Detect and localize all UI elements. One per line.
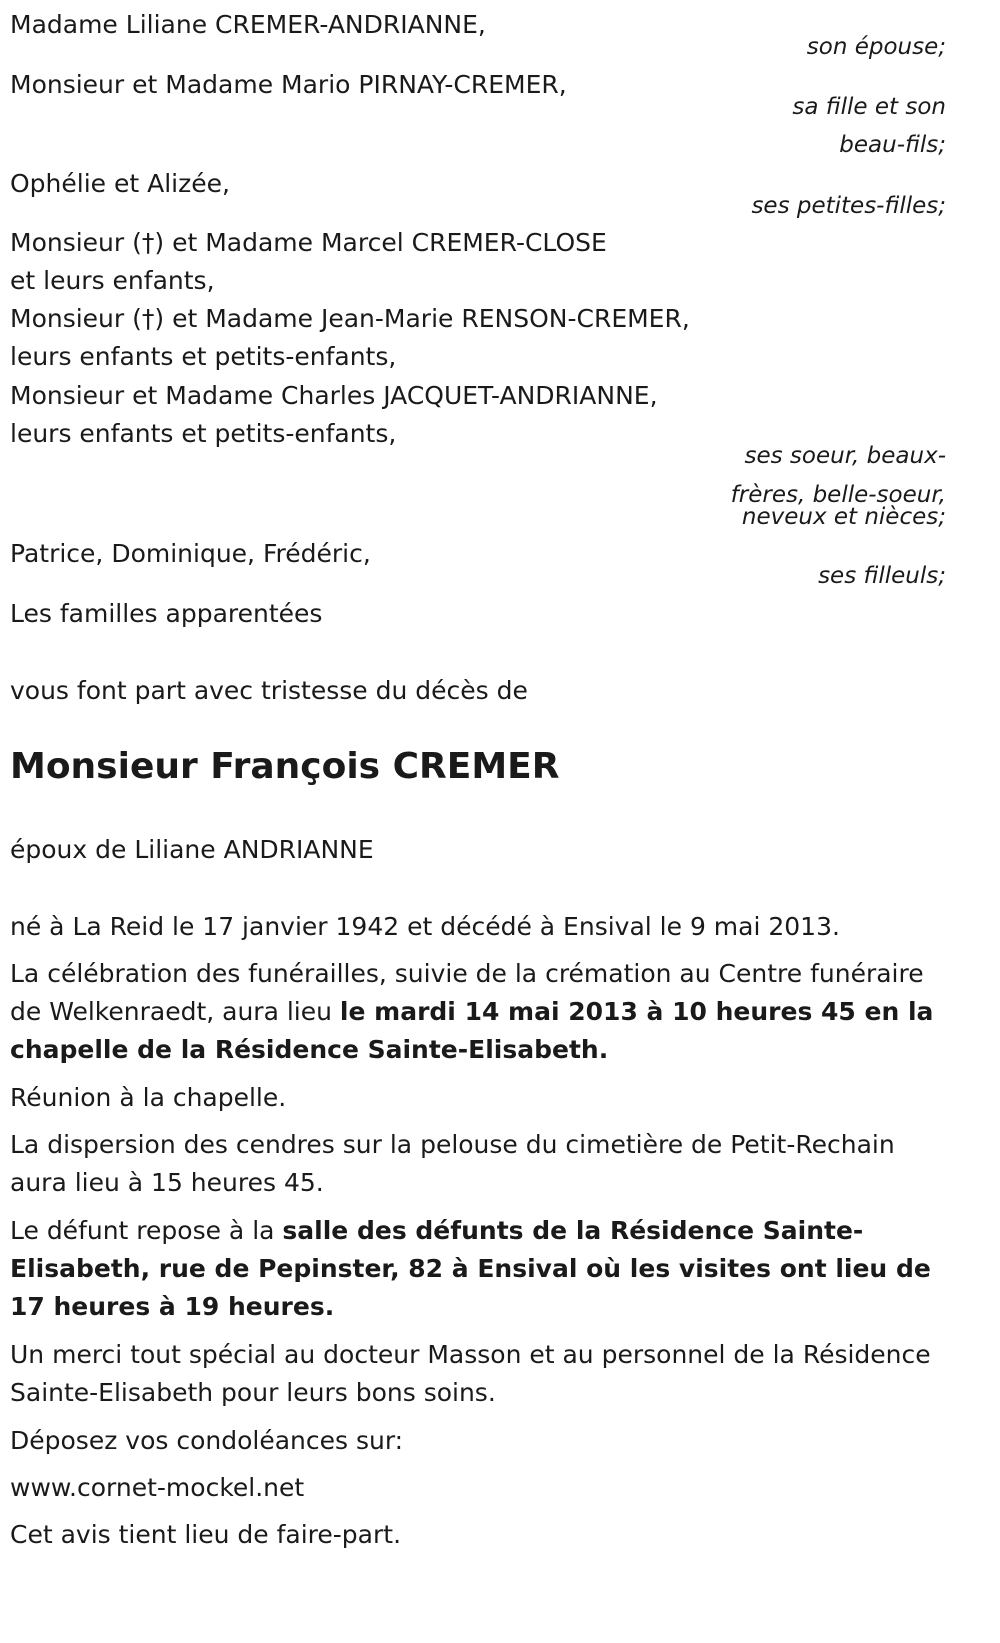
family-line: leurs enfants et petits-enfants, (10, 342, 397, 371)
relation-label: sa fille et son (792, 94, 946, 120)
relation-label: ses filleuls; (818, 563, 946, 589)
ceremony-paragraph (10, 955, 940, 1069)
family-line: Monsieur et Madame Mario PIRNAY-CREMER, (10, 70, 567, 99)
website-link[interactable]: www.cornet-mockel.net (10, 1473, 305, 1502)
closing-line: Cet avis tient lieu de faire-part. (10, 1520, 402, 1549)
spouse-line: époux de Liliane ANDRIANNE (10, 835, 374, 864)
family-line: leurs enfants et petits-enfants, (10, 419, 397, 448)
relation-label: neveux et nièces; (741, 504, 946, 530)
repose-intro: Le défunt repose à la (10, 1216, 283, 1245)
family-line: Patrice, Dominique, Frédéric, (10, 539, 371, 568)
repose-paragraph (10, 1212, 940, 1326)
relation-label: beau-fils; (839, 132, 946, 158)
repose-details: salle des défunts de la Résidence Sainte-Elisabeth, rue de Pepinster, 82 à Ensival où les visites ont lieu de 17 heures à 19 heures. (10, 1216, 931, 1321)
announcement: vous font part avec tristesse du décès de (10, 676, 528, 705)
relation-label: son épouse; (806, 34, 946, 60)
deceased-name: Monsieur François CREMER (10, 746, 560, 787)
family-line: Monsieur (†) et Madame Marcel CREMER-CLOSE (10, 228, 607, 257)
relation-label: ses soeur, beaux- (744, 443, 946, 469)
ashes-paragraph: La dispersion des cendres sur la pelouse du cimetière de Petit-Rechain aura lieu à 15 heures 45. (10, 1130, 895, 1197)
family-line: et leurs enfants, (10, 266, 215, 295)
family-line: Les familles apparentées (10, 599, 323, 628)
meeting-line: Réunion à la chapelle. (10, 1083, 287, 1112)
relation-label: frères, belle-soeur, (730, 482, 946, 508)
ceremony-details: le mardi 14 mai 2013 à 10 heures 45 en la chapelle de la Résidence Sainte-Elisabeth. (10, 997, 934, 1064)
family-line: Monsieur et Madame Charles JACQUET-ANDRIANNE, (10, 381, 658, 410)
condolences-label: Déposez vos condoléances sur: (10, 1426, 404, 1455)
ceremony-intro: La célébration des funérailles, suivie de la crémation au Centre funéraire de Welkenraedt, aura lieu (10, 959, 924, 1026)
relation-label: ses petites-filles; (751, 193, 946, 219)
family-line: Madame Liliane CREMER-ANDRIANNE, (10, 10, 486, 39)
thanks-paragraph: Un merci tout spécial au docteur Masson et au personnel de la Résidence Sainte-Elisabeth pour leurs bons soins. (10, 1340, 931, 1407)
birth-death-line: né à La Reid le 17 janvier 1942 et décédé à Ensival le 9 mai 2013. (10, 912, 840, 941)
family-line: Ophélie et Alizée, (10, 169, 230, 198)
family-line: Monsieur (†) et Madame Jean-Marie RENSON-CREMER, (10, 304, 690, 333)
